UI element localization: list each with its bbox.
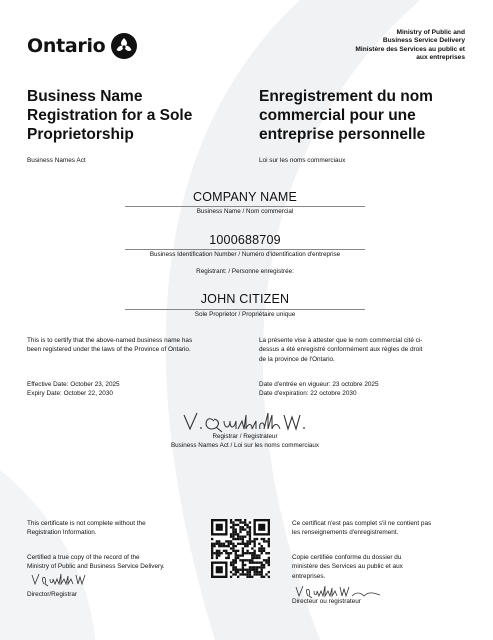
certify-french	[259, 336, 469, 364]
effective-date: Effective Date: October 23, 2025	[27, 381, 120, 388]
title-french	[259, 87, 469, 144]
registrar-signature	[180, 407, 310, 433]
business-name-caption: Business Name / Nom commercial	[196, 208, 294, 215]
qr-code-icon[interactable]	[211, 519, 270, 578]
footer-french-notice	[292, 519, 472, 538]
registrar-title: Registrar / Registrateur	[212, 433, 278, 440]
dates-french	[259, 380, 469, 399]
text-line: Certified a true copy of the record of the	[27, 554, 140, 561]
ministry-line: Ministry of Public and	[396, 29, 465, 36]
text-line: Ministry of Public and Business Service Delivery.	[27, 563, 165, 571]
text-line: been registered under the laws of the Province of Ontario.	[27, 346, 191, 354]
title-line: commercial pour une	[259, 107, 416, 124]
footer-french-role: Directeur ou registrateur	[292, 598, 361, 605]
footer-english-notice	[27, 519, 202, 538]
ministry-name	[295, 29, 465, 63]
ontario-logo	[27, 33, 137, 59]
text-line: This certificate is not complete without the	[27, 520, 146, 527]
divider	[125, 249, 365, 250]
registrant-name: JOHN CITIZEN	[200, 292, 290, 306]
text-line: ministère des Services au public et aux	[292, 563, 403, 571]
text-line: This is to certify that the above-named business name has	[27, 337, 193, 344]
text-line: de la province de l'Ontario.	[259, 355, 335, 363]
dates-english	[27, 380, 242, 399]
title-english	[27, 87, 232, 144]
certify-english	[27, 336, 242, 355]
text-line: Ce certificat n'est pas complet s'il ne contient pas	[292, 520, 432, 527]
title-line: Business Name	[27, 88, 143, 105]
divider	[125, 206, 365, 207]
logo-wordmark: Ontario	[27, 35, 106, 57]
title-line: entreprise personnelle	[259, 126, 426, 143]
ministry-line: aux entreprises	[416, 54, 465, 62]
effective-date: Date d'entrée en vigueur: 23 octobre 2025	[259, 381, 379, 388]
director-signature-french	[294, 584, 384, 598]
footer-french-certified	[292, 553, 462, 581]
business-identification-number: 1000688709	[209, 233, 281, 247]
ministry-line: Business Service Delivery	[382, 37, 465, 45]
registrar-act: Business Names Act / Loi sur les noms commerciaux	[170, 442, 320, 449]
expiry-date: Date d'expiration: 22 octobre 2030	[259, 390, 357, 398]
expiry-date: Expiry Date: October 22, 2030	[27, 390, 113, 398]
registrant-caption: Sole Proprietor / Propriétaire unique	[194, 311, 296, 318]
text-line: entreprises.	[292, 572, 326, 580]
divider	[125, 309, 365, 310]
act-english: Business Names Act	[27, 157, 86, 164]
director-signature-english	[30, 571, 92, 587]
text-line: Registration Information.	[27, 529, 97, 537]
text-line: dessus a été enregistré conformément aux règles de droit	[259, 346, 423, 354]
bin-caption: Business Identification Number / Numéro d'identification d'entreprise	[149, 251, 341, 258]
act-french: Loi sur les noms commerciaux	[259, 157, 346, 164]
ontario-trillium-icon	[111, 33, 137, 59]
footer-english-certified	[27, 553, 207, 572]
text-line: La présente vise à attester que le nom commercial cité ci-	[259, 337, 423, 344]
title-line: Enregistrement du nom	[259, 88, 433, 105]
footer-english-role: Director/Registrar	[27, 591, 78, 598]
business-name: COMPANY NAME	[192, 190, 298, 204]
ministry-line: Ministère des Services au public et	[355, 45, 465, 53]
title-line: Proprietorship	[27, 126, 134, 143]
registrant-label: Registrant: / Personne enregistrée:	[196, 268, 294, 275]
text-line: les renseignements d'enregistrement.	[292, 529, 399, 537]
title-line: Registration for a Sole	[27, 107, 193, 124]
text-line: Copie certifiée conforme du dossier du	[292, 554, 402, 561]
